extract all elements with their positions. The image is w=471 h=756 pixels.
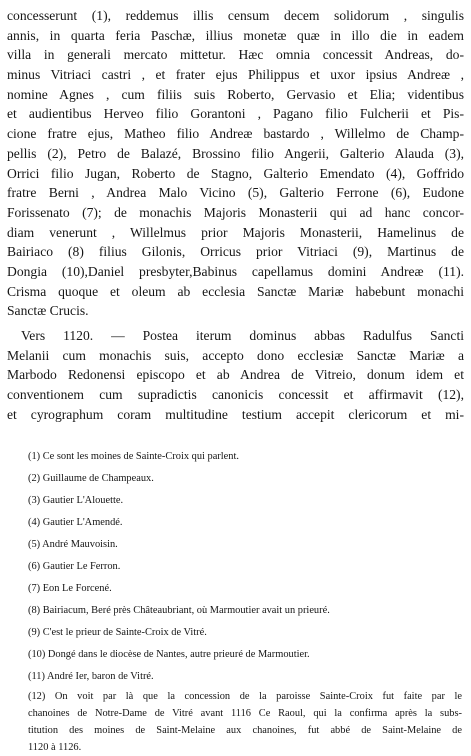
document-page: [7, 6, 464, 424]
footnote: (4) Gautier L'Amendé.: [28, 517, 123, 528]
footnote: (1) Ce sont les moines de Sainte-Croix qui parlent.: [28, 451, 239, 462]
text-line: Melanii cum monachis suis, accepto dono ecclesiæ Sanctæ Mariæ a: [7, 347, 464, 363]
text-line: diam venerunt , Willelmus prior Majoris Monasterii, Hamelinus de: [7, 224, 464, 240]
footnote-line: chanoines de Notre-Dame de Vitré avant 1116 Ce Raoul, qui la confirma après la subs-: [28, 708, 462, 719]
text-line: villa in generali mercato mittetur. Hæc omnia concessit Andreas, do-: [7, 47, 464, 63]
footnote: (5) André Mauvoisin.: [28, 539, 118, 550]
footnote: (10) Dongé dans le diocèse de Nantes, autre prieuré de Marmoutier.: [28, 649, 310, 660]
paragraph-1: [7, 6, 464, 321]
text-line: Orrici filio Jugan, Roberto de Stagno, Galterio Emendato (4), Goffrido: [7, 165, 464, 181]
footnote: (6) Gautier Le Ferron.: [28, 561, 121, 572]
footnote: (7) Eon Le Forcené.: [28, 583, 112, 594]
text-line: concesserunt (1), reddemus illis censum decem solidorum , singulis: [7, 8, 464, 23]
text-line: nomine Agnes , cum filiis suis Roberto, Gervasio et Elia; videntibus: [7, 86, 464, 102]
text-line: minus Vitriaci castri , et frater ejus Philippus et uxor ipsius Andreæ ,: [7, 67, 464, 83]
text-line: Forissenato (7); de monachis Majoris Monasterii qui ad hanc concor-: [7, 204, 464, 220]
footnote: (8) Bairiacum, Beré près Châteaubriant, où Marmoutier avait un prieuré.: [28, 605, 330, 616]
text-line: Marbodo Redonensi episcopo et ab Andrea de Vitreio, donum idem et: [7, 367, 464, 383]
footnote: (9) C'est le prieur de Sainte-Croix de Vitré.: [28, 627, 207, 638]
main-text: [7, 6, 464, 424]
footnote: (2) Guillaume de Champeaux.: [28, 473, 154, 484]
text-line: Vers 1120. — Postea iterum dominus abbas Radulfus Sancti: [21, 328, 464, 343]
paragraph-2: [7, 326, 464, 424]
text-line: et cyrographum coram multitudine testium accepit clericorum et mi-: [7, 406, 464, 422]
footnote-line: 1120 à 1126.: [28, 742, 82, 753]
footnotes: [7, 446, 462, 756]
text-line: et audientibus Herveo filio Gorantoni , Pagano filio Fulcherii et Pis-: [7, 106, 464, 122]
text-line: pellis (2), Petro de Balazé, Brossino filio Angerii, Galterio Alauda (3),: [7, 145, 464, 161]
footnote: (3) Gautier L'Alouette.: [28, 495, 124, 506]
footnote-line: titution des moines de Saint-Melaine aux chanoines, fut abbé de Saint-Melaine de: [28, 725, 462, 736]
footnote-12: [7, 688, 462, 756]
text-line: Dongia (10),Daniel presbyter,Babinus capellamus domini Andreæ (11).: [7, 263, 464, 279]
text-line: conventionem cum supradictis canonicis concessit et affirmavit (12),: [7, 387, 464, 403]
footnote: (11) André Ier, baron de Vitré.: [28, 671, 154, 682]
text-line: Crisma quoque et oleum ab ecclesia Sanctæ Mariæ habebunt monachi: [7, 283, 464, 299]
text-line: Bairiaco (8) filius Gilonis, Orricus prior Vitriaci (9), Martinus de: [7, 244, 464, 260]
text-line: annis, in quarta feria Paschæ, illius monetæ quæ in illo die in eadem: [7, 27, 464, 43]
footnote-line: (12) On voit par là que la concession de la paroisse Sainte-Croix fut faite par le: [28, 691, 462, 702]
text-line: fratre Berni , Andrea Malo Vicino (5), Galterio Ferrone (6), Eudone: [7, 185, 464, 201]
text-line: cione fratre ejus, Matheo filio Andreæ bastardo , Willelmo de Champ-: [7, 126, 464, 142]
text-line: Sanctæ Crucis.: [7, 303, 89, 319]
